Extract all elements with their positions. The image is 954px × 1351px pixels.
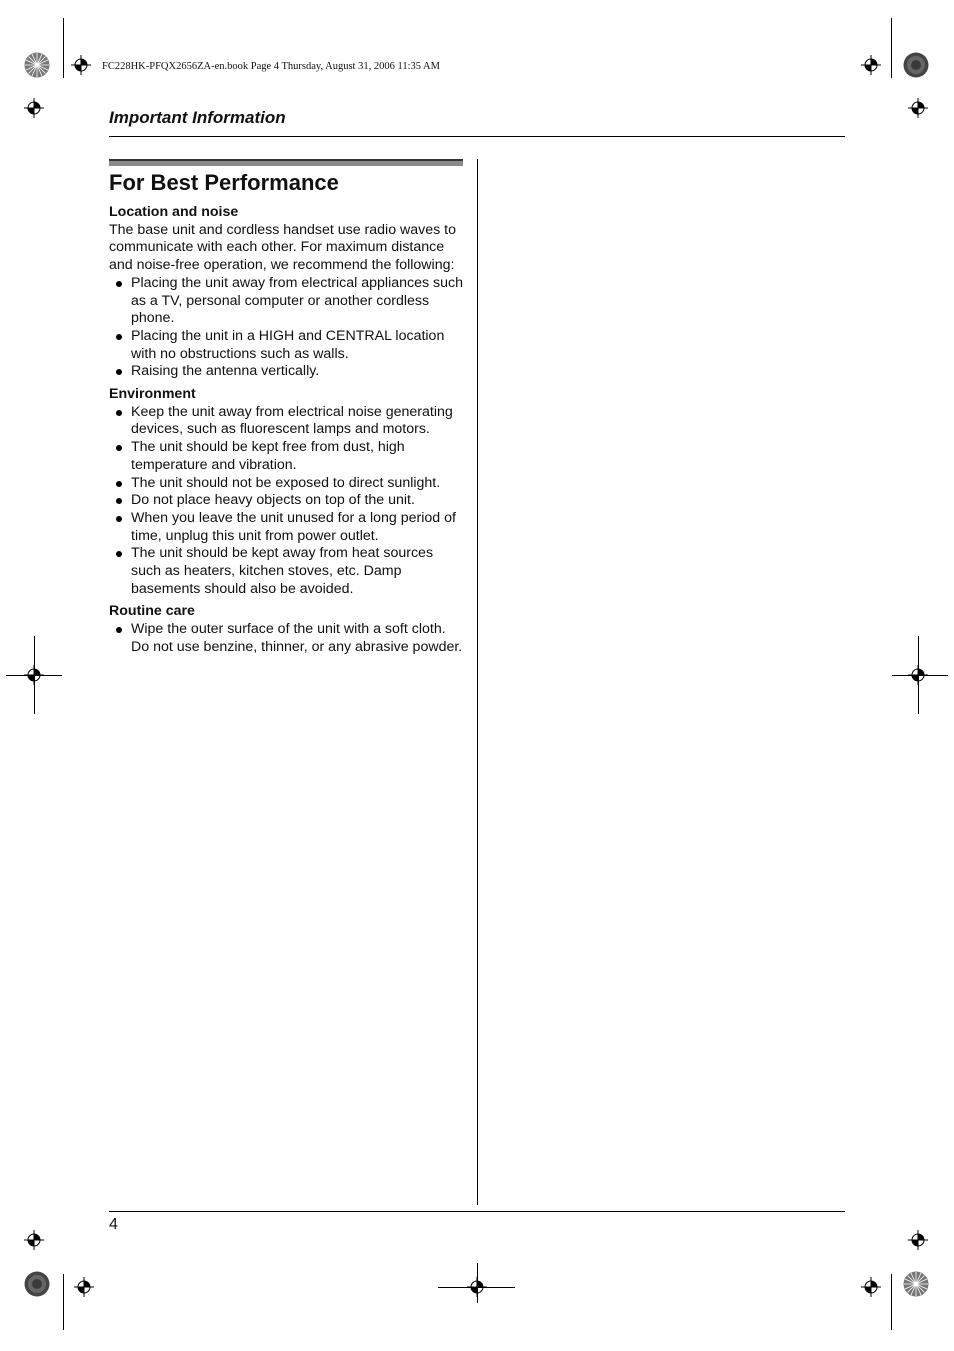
- registration-mark-icon: [860, 1276, 882, 1298]
- bullet-icon: [116, 498, 122, 504]
- textured-mark-icon: [903, 52, 929, 78]
- list-item-text: Placing the unit away from electrical appliances such as a TV, personal computer or another cordless phone.: [131, 274, 463, 327]
- routine-care-list: [109, 621, 465, 656]
- list-item: [109, 475, 465, 493]
- list-item-text: The unit should not be exposed to direct sunlight.: [131, 474, 441, 491]
- routine-care-heading: Routine care: [109, 603, 195, 620]
- textured-mark-icon: [24, 1271, 50, 1297]
- registration-mark-icon: [907, 97, 929, 119]
- list-item: [109, 275, 465, 328]
- bullet-icon: [116, 481, 122, 487]
- crop-line: [63, 18, 64, 78]
- crop-line: [892, 675, 948, 676]
- registration-mark-icon: [23, 97, 45, 119]
- bullet-icon: [116, 516, 122, 522]
- registration-mark-icon: [23, 1229, 45, 1251]
- location-intro: The base unit and cordless handset use radio waves to communicate with each other. For maximum distance and noise-free operation, we recommend the following:: [109, 221, 457, 274]
- page-number: 4: [109, 1216, 118, 1233]
- crop-line: [891, 18, 892, 78]
- crop-line: [477, 1263, 478, 1303]
- list-item-text: The unit should be kept free from dust, high temperature and vibration.: [131, 439, 405, 473]
- list-item: [109, 492, 465, 510]
- column-divider: [477, 159, 478, 1205]
- list-item: [109, 545, 465, 598]
- bullet-icon: [116, 551, 122, 557]
- list-item-text: The unit should be kept away from heat sources such as heaters, kitchen stoves, etc. Damp basements should also be avoided.: [131, 545, 434, 597]
- list-item: [109, 510, 465, 545]
- list-item: [109, 621, 465, 656]
- registration-mark-icon: [907, 1229, 929, 1251]
- list-item-text: Raising the antenna vertically.: [131, 363, 320, 380]
- bullet-icon: [116, 369, 122, 375]
- starburst-mark-icon: [903, 1271, 929, 1297]
- crop-line: [891, 1274, 892, 1330]
- list-item-text: Placing the unit in a HIGH and CENTRAL location with no obstructions such as walls.: [131, 327, 445, 362]
- footer-rule: [109, 1211, 845, 1212]
- bullet-icon: [116, 410, 122, 416]
- page-header-title: Important Information: [109, 108, 286, 127]
- header-rule: [109, 136, 845, 137]
- list-item: [109, 328, 465, 363]
- location-list: [109, 275, 465, 381]
- crop-line: [918, 636, 919, 714]
- bullet-icon: [116, 445, 122, 451]
- location-heading: Location and noise: [109, 204, 239, 220]
- list-item-text: Do not place heavy objects on top of the unit.: [131, 492, 415, 509]
- bullet-icon: [116, 334, 122, 340]
- list-item: [109, 439, 465, 474]
- print-slug: FC228HK-PFQX2656ZA-en.book Page 4 Thursday, August 31, 2006 11:35 AM: [102, 61, 440, 72]
- starburst-mark-icon: [24, 52, 50, 78]
- crop-line: [34, 636, 35, 714]
- list-item: [109, 363, 465, 381]
- section-title: For Best Performance: [109, 170, 339, 195]
- section-content: [109, 204, 465, 657]
- list-item: [109, 404, 465, 439]
- registration-mark-icon: [73, 1276, 95, 1298]
- bullet-icon: [116, 627, 122, 633]
- section-rule-grey: [109, 161, 463, 166]
- list-item-text: Wipe the outer surface of the unit with a soft cloth. Do not use benzine, thinner, or any abrasive powder.: [131, 621, 463, 655]
- list-item-text: When you leave the unit unused for a long period of time, unplug this unit from power outlet.: [131, 509, 456, 544]
- environment-list: [109, 404, 465, 599]
- list-item-text: Keep the unit away from electrical noise generating devices, such as fluorescent lamps and motors.: [131, 403, 453, 438]
- environment-heading: Environment: [109, 386, 196, 403]
- crop-line: [63, 1274, 64, 1330]
- registration-mark-icon: [860, 54, 882, 76]
- registration-mark-icon: [70, 54, 92, 76]
- bullet-icon: [116, 281, 122, 287]
